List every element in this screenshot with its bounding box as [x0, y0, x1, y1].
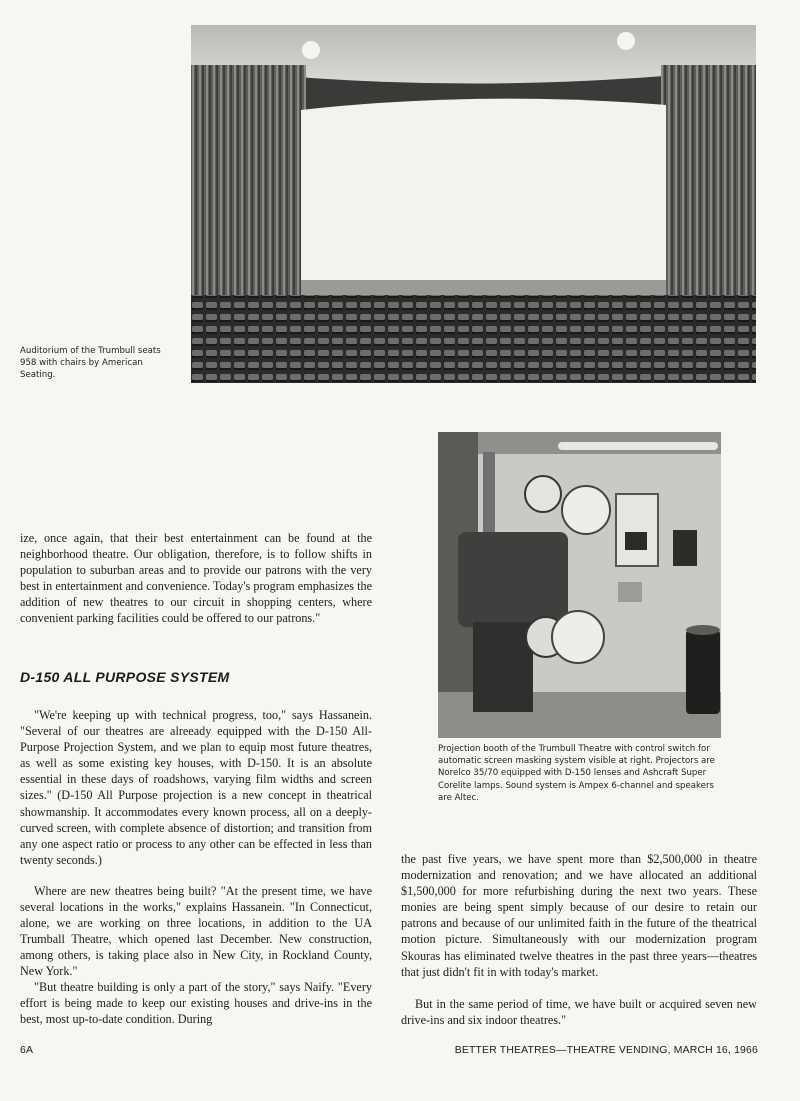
publication-line: BETTER THEATRES—THEATRE VENDING, MARCH 16, 1966: [454, 1045, 758, 1056]
page-number: 6A: [20, 1045, 34, 1056]
article-paragraph: "We're keeping up with technical progress, too," says Hassanein. "Several of our theatres are alreeady equipped with the D-150 All-Purpose Projection System, and we plan to equip most future theatres, as well as some existing key houses, with D-150. It is an absolute essential in these days of roadshows, varying film widths and screen sizes." (D-150 All Purpose projection is a new concept in theatrical showmanship. It accommodates every known process, all on a deeply-curved screen, with complete absence of distortion; and transition from any one aspect ratio or process to any other can be effected in less than twenty seconds.): [20, 708, 372, 867]
article-paragraph: But in the same period of time, we have built or acquired seven new drive-ins and six indoor theatres.": [401, 997, 757, 1028]
article-paragraph: "But theatre building is only a part of the story," says Naify. "Every effort is being made to keep our existing houses and drive-ins in the best, most up-to-date condition. During: [20, 980, 372, 1027]
projection-booth-caption: Projection booth of the Trumbull Theatre with control switch for automatic screen masking system visible at right. Projectors are Norelco 35/70 equipped with D-150 lenses and Ashcraft Super Corelite lamps. Sound system is Ampex 6-channel and speakers are Altec.: [438, 744, 715, 803]
projection-booth-photo: [438, 432, 721, 738]
auditorium-photo: [191, 25, 756, 383]
article-paragraph: Where are new theatres being built? "At the present time, we have several locations in the works," explains Hassanein. "In Connecticut, alone, we are working on three locations, in addition to the UA Trumball Theatre, which opened last December. New construction, among others, is taking place also in New City, in Rockland County, New York.": [20, 884, 372, 979]
article-paragraph: the past five years, we have spent more than $2,500,000 in theatre modernization and renovation; and we have allocated an additional $1,500,000 for more refurbishing during the next two years. These monies are being spent simply because of our desire to retain our patrons and because of our unlimited faith in the future of the theatrical motion picture. Simultaneously with our modernization program Skouras has eliminated twelve theatres in the past three years—theatres that just didn't fit in with today's market.: [401, 852, 757, 979]
auditorium-caption: Auditorium of the Trumbull seats 958 with chairs by American Seating.: [20, 346, 161, 381]
section-heading: D-150 ALL PURPOSE SYSTEM: [20, 669, 230, 685]
article-intro: ize, once again, that their best entertainment can be found at the neighborhood theatre. Our obligation, therefore, is to follow shifts in population to suburban areas and to provide our patrons with the very best in entertainment and convenience. Today's program emphasizes the addition of new theatres to our circuit in shopping centers, where convenient parking facilities could be offered to our patrons.": [20, 531, 372, 626]
